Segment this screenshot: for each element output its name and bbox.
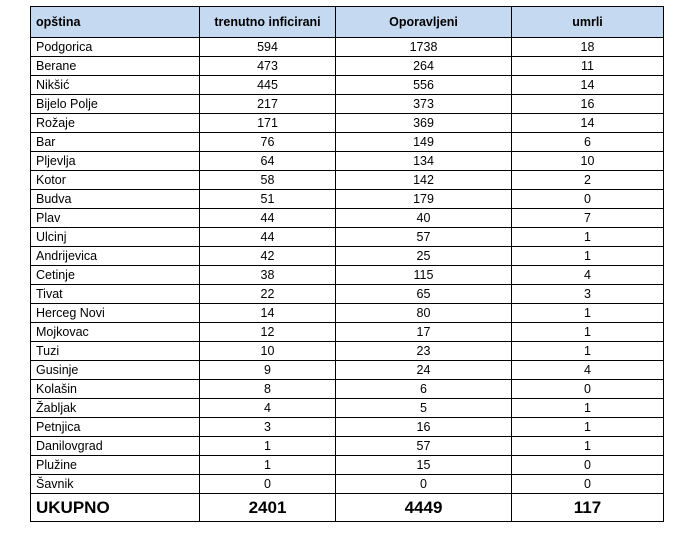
recovered-cell: 149: [336, 133, 512, 152]
infected-cell: 58: [200, 171, 336, 190]
infected-cell: 3: [200, 418, 336, 437]
recovered-cell: 264: [336, 57, 512, 76]
infected-cell: 14: [200, 304, 336, 323]
deaths-cell: 1: [512, 399, 664, 418]
municipality-cell: Bar: [31, 133, 200, 152]
recovered-cell: 40: [336, 209, 512, 228]
header-municipality: opština: [31, 7, 200, 38]
municipality-cell: Cetinje: [31, 266, 200, 285]
deaths-cell: 4: [512, 266, 664, 285]
deaths-cell: 1: [512, 418, 664, 437]
deaths-cell: 4: [512, 361, 664, 380]
municipality-cell: Pljevlja: [31, 152, 200, 171]
deaths-cell: 2: [512, 171, 664, 190]
infected-cell: 594: [200, 38, 336, 57]
table-row: [31, 285, 664, 304]
deaths-cell: 1: [512, 437, 664, 456]
municipality-cell: Kolašin: [31, 380, 200, 399]
municipality-cell: Plužine: [31, 456, 200, 475]
table-row: [31, 323, 664, 342]
municipality-cell: Nikšić: [31, 76, 200, 95]
table-row: [31, 399, 664, 418]
municipality-cell: Herceg Novi: [31, 304, 200, 323]
header-row: [31, 7, 664, 38]
deaths-cell: 10: [512, 152, 664, 171]
covid-municipality-table: [30, 6, 664, 522]
deaths-cell: 3: [512, 285, 664, 304]
recovered-cell: 0: [336, 475, 512, 494]
infected-cell: 22: [200, 285, 336, 304]
recovered-cell: 16: [336, 418, 512, 437]
recovered-cell: 556: [336, 76, 512, 95]
infected-cell: 4: [200, 399, 336, 418]
deaths-cell: 1: [512, 228, 664, 247]
recovered-cell: 23: [336, 342, 512, 361]
municipality-cell: Petnjica: [31, 418, 200, 437]
table-row: [31, 95, 664, 114]
table-row: [31, 133, 664, 152]
infected-cell: 44: [200, 228, 336, 247]
total-infected: 2401: [200, 494, 336, 522]
recovered-cell: 17: [336, 323, 512, 342]
deaths-cell: 1: [512, 247, 664, 266]
municipality-cell: Mojkovac: [31, 323, 200, 342]
deaths-cell: 0: [512, 475, 664, 494]
infected-cell: 217: [200, 95, 336, 114]
table-row: [31, 361, 664, 380]
municipality-cell: Andrijevica: [31, 247, 200, 266]
infected-cell: 64: [200, 152, 336, 171]
infected-cell: 0: [200, 475, 336, 494]
deaths-cell: 1: [512, 304, 664, 323]
table-row: [31, 57, 664, 76]
recovered-cell: 15: [336, 456, 512, 475]
infected-cell: 473: [200, 57, 336, 76]
recovered-cell: 179: [336, 190, 512, 209]
table-row: [31, 456, 664, 475]
infected-cell: 44: [200, 209, 336, 228]
recovered-cell: 373: [336, 95, 512, 114]
table-row: [31, 38, 664, 57]
infected-cell: 8: [200, 380, 336, 399]
municipality-cell: Rožaje: [31, 114, 200, 133]
table-row: [31, 475, 664, 494]
deaths-cell: 0: [512, 190, 664, 209]
deaths-cell: 14: [512, 114, 664, 133]
municipality-cell: Bijelo Polje: [31, 95, 200, 114]
table-body: [31, 38, 664, 494]
recovered-cell: 24: [336, 361, 512, 380]
recovered-cell: 25: [336, 247, 512, 266]
infected-cell: 9: [200, 361, 336, 380]
infected-cell: 10: [200, 342, 336, 361]
municipality-cell: Berane: [31, 57, 200, 76]
municipality-cell: Tuzi: [31, 342, 200, 361]
recovered-cell: 142: [336, 171, 512, 190]
municipality-cell: Budva: [31, 190, 200, 209]
table-row: [31, 171, 664, 190]
header-deaths: umrli: [512, 7, 664, 38]
deaths-cell: 1: [512, 342, 664, 361]
municipality-cell: Žabljak: [31, 399, 200, 418]
table-header: [31, 7, 664, 38]
total-row: [31, 494, 664, 522]
infected-cell: 42: [200, 247, 336, 266]
table-row: [31, 304, 664, 323]
total-recovered: 4449: [336, 494, 512, 522]
deaths-cell: 16: [512, 95, 664, 114]
municipality-cell: Tivat: [31, 285, 200, 304]
municipality-cell: Šavnik: [31, 475, 200, 494]
infected-cell: 445: [200, 76, 336, 95]
header-recovered: Oporavljeni: [336, 7, 512, 38]
recovered-cell: 1738: [336, 38, 512, 57]
table-row: [31, 342, 664, 361]
table-row: [31, 114, 664, 133]
deaths-cell: 0: [512, 456, 664, 475]
table-row: [31, 418, 664, 437]
deaths-cell: 0: [512, 380, 664, 399]
deaths-cell: 18: [512, 38, 664, 57]
table-row: [31, 228, 664, 247]
municipality-cell: Gusinje: [31, 361, 200, 380]
table-row: [31, 190, 664, 209]
recovered-cell: 115: [336, 266, 512, 285]
recovered-cell: 5: [336, 399, 512, 418]
infected-cell: 1: [200, 437, 336, 456]
municipality-cell: Danilovgrad: [31, 437, 200, 456]
recovered-cell: 369: [336, 114, 512, 133]
recovered-cell: 80: [336, 304, 512, 323]
recovered-cell: 134: [336, 152, 512, 171]
infected-cell: 76: [200, 133, 336, 152]
deaths-cell: 6: [512, 133, 664, 152]
table-row: [31, 437, 664, 456]
table-footer: [31, 494, 664, 522]
table-row: [31, 266, 664, 285]
table-row: [31, 209, 664, 228]
recovered-cell: 57: [336, 228, 512, 247]
total-label: UKUPNO: [31, 494, 200, 522]
deaths-cell: 7: [512, 209, 664, 228]
infected-cell: 38: [200, 266, 336, 285]
table-row: [31, 152, 664, 171]
municipality-cell: Ulcinj: [31, 228, 200, 247]
header-currently-infected: trenutno inficirani: [200, 7, 336, 38]
deaths-cell: 14: [512, 76, 664, 95]
table-row: [31, 247, 664, 266]
infected-cell: 171: [200, 114, 336, 133]
recovered-cell: 57: [336, 437, 512, 456]
infected-cell: 51: [200, 190, 336, 209]
deaths-cell: 11: [512, 57, 664, 76]
municipality-cell: Plav: [31, 209, 200, 228]
table-row: [31, 76, 664, 95]
municipality-cell: Kotor: [31, 171, 200, 190]
municipality-cell: Podgorica: [31, 38, 200, 57]
recovered-cell: 6: [336, 380, 512, 399]
infected-cell: 1: [200, 456, 336, 475]
recovered-cell: 65: [336, 285, 512, 304]
infected-cell: 12: [200, 323, 336, 342]
total-deaths: 117: [512, 494, 664, 522]
deaths-cell: 1: [512, 323, 664, 342]
table-row: [31, 380, 664, 399]
